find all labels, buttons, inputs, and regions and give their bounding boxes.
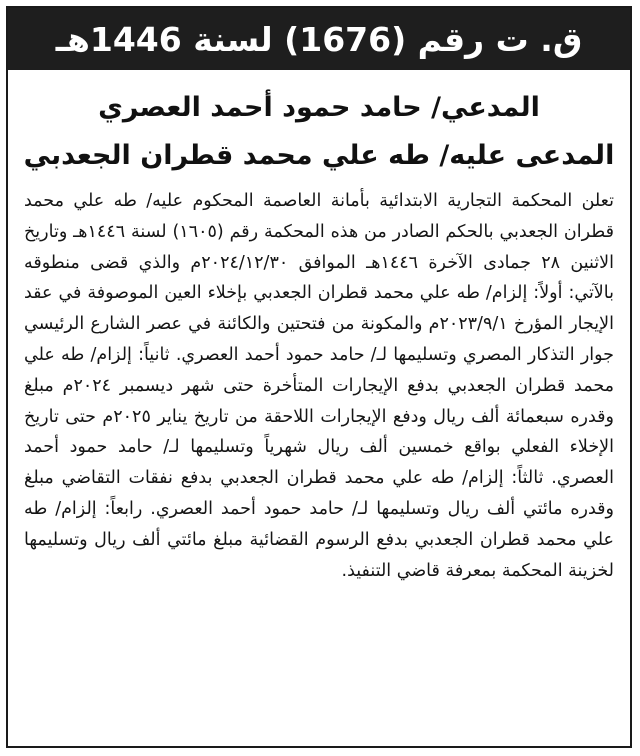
case-number-title: ق. ت رقم (1676) لسنة 1446هـ	[55, 19, 583, 59]
court-notice	[6, 6, 632, 748]
notice-body-text: تعلن المحكمة التجارية الابتدائية بأمانة العاصمة المحكوم عليه/ طه علي محمد قطران الجعدبي بالحكم الصادر من هذه المحكمة رقم (١٦٠٥) لسنة ١٤٤٦هـ وتاريخ الاثنين ٢٨ جمادى الآخرة ١٤٤٦هـ الموافق ٢٠٢٤/١٢/٣٠م والذي قضى منطوقه بالآتي: أولاً: إلزام/ طه علي محمد قطران الجعدبي بإخلاء العين الموصوفة في عقد الإيجار المؤرخ ٢٠٢٣/٩/١م والمكونة من فتحتين والكائنة في عصر الشارع الرئيسي جوار التذكار المصري وتسليمها لـ/ حامد حمود أحمد العصري. ثانياً: إلزام/ طه علي محمد قطران الجعدبي بدفع الإيجارات المتأخرة حتى شهر ديسمبر ٢٠٢٤م مبلغ وقدره سبعمائة ألف ريال ودفع الإيجارات اللاحقة من تاريخ يناير ٢٠٢٥م حتى تاريخ الإخلاء الفعلي بواقع خمسين ألف ريال شهرياً وتسليمها لـ/ حامد حمود أحمد العصري. ثالثاً: إلزام/ طه علي محمد قطران الجعدبي بدفع نفقات التقاضي مبلغ وقدره مائتي ألف ريال وتسليمها لـ/ حامد حمود أحمد العصري. رابعاً: إلزام/ طه علي محمد قطران الجعدبي بدفع الرسوم القضائية مبلغ مائتي ألف ريال وتسليمها لخزينة المحكمة بمعرفة قاضي التنفيذ.	[24, 191, 615, 581]
notice-header-bar	[8, 8, 630, 70]
defendant-line: المدعى عليه/ طه علي محمد قطران الجعدبي	[23, 140, 615, 171]
plaintiff-line: المدعي/ حامد حمود أحمد العصري	[98, 92, 540, 123]
